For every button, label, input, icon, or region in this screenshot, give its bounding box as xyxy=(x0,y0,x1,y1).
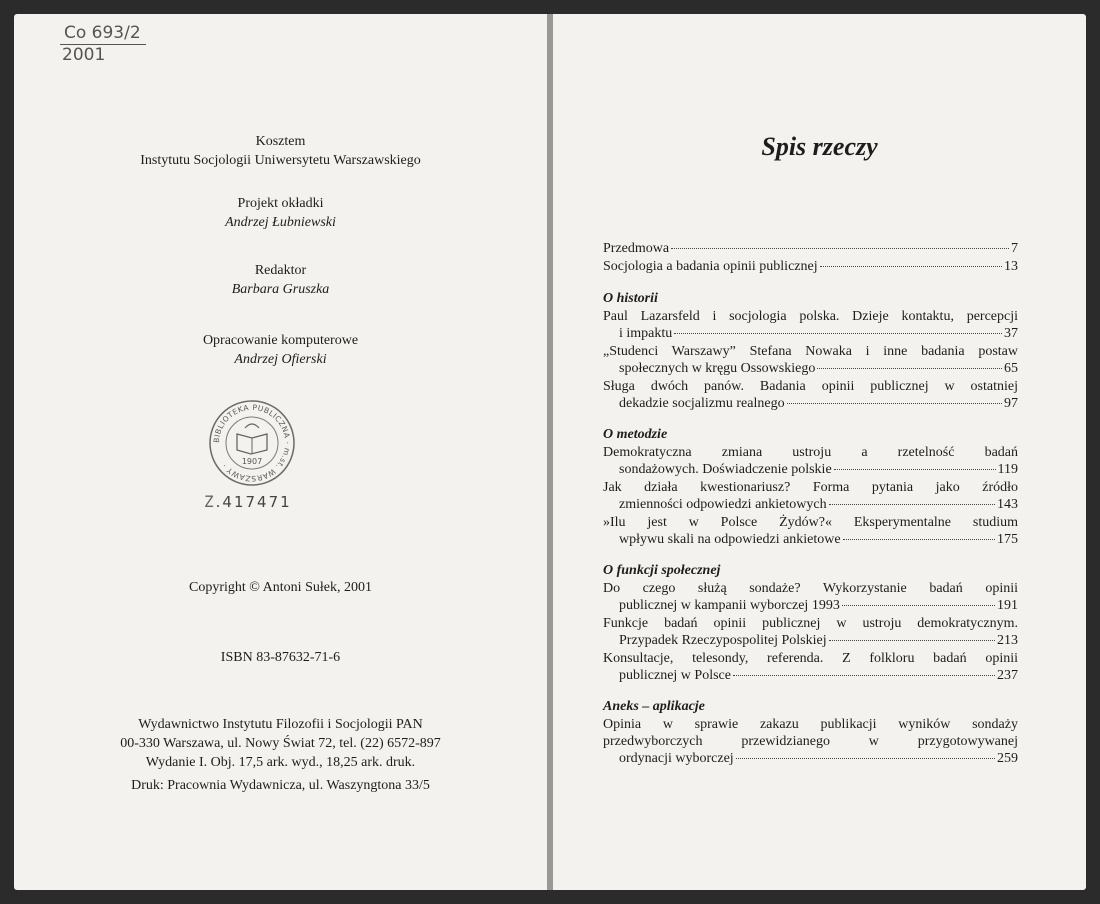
toc-leader-dots xyxy=(671,248,1009,249)
toc-entry-line: Opinia w sprawie zakazu publikacji wyników sondaży xyxy=(603,717,1018,732)
toc-section xyxy=(603,426,1018,548)
toc-leader-dots xyxy=(829,504,995,505)
funding-line: Kosztem xyxy=(255,134,306,149)
toc-entry xyxy=(603,444,1018,478)
toc-section-title: O historii xyxy=(603,291,658,306)
toc-entry-text: i impaktu xyxy=(619,326,673,341)
toc-entry-text: ordynacji wyborczej xyxy=(619,751,734,766)
toc-page-number: 13 xyxy=(1004,259,1018,274)
toc-entry-last-line xyxy=(603,360,1018,377)
toc-entry-text: publicznej w Polsce xyxy=(619,668,731,683)
printer: Druk: Pracownia Wydawnicza, ul. Waszyngtona 33/5 xyxy=(131,778,430,793)
publisher-name: Wydawnictwo Instytutu Filozofii i Socjologii PAN xyxy=(138,717,423,732)
toc-entry-last-line xyxy=(603,240,1018,257)
inventory-number xyxy=(204,492,292,511)
toc-entry xyxy=(603,716,1018,767)
toc-page-number: 7 xyxy=(1011,241,1018,256)
toc-entry-last-line xyxy=(603,325,1018,342)
toc-entry-line: Funkcje badań opinii publicznej w ustroju demokratycznym. xyxy=(603,616,1018,631)
typesetter-name: Andrzej Ofierski xyxy=(234,352,327,367)
toc-entry-text: Socjologia a badania opinii publicznej xyxy=(603,259,818,274)
toc-sections xyxy=(603,290,1018,781)
typesetting-block xyxy=(14,331,547,369)
toc-entry-line: Konsultacje, telesondy, referenda. Z folkloru badań opinii xyxy=(603,651,1018,666)
toc-entry-text: Przedmowa xyxy=(603,241,670,256)
toc-section xyxy=(603,562,1018,684)
toc-page-number: 259 xyxy=(997,751,1018,766)
toc-entry xyxy=(603,650,1018,684)
toc-entry xyxy=(603,479,1018,513)
toc-entry-last-line xyxy=(603,258,1018,275)
toc-leader-dots xyxy=(829,640,995,641)
toc-entry xyxy=(603,258,1018,275)
toc-page-number: 37 xyxy=(1004,326,1018,341)
toc-page-number: 237 xyxy=(997,668,1018,683)
toc-page-number: 213 xyxy=(997,633,1018,648)
toc-entry-line: Sługa dwóch panów. Badania opinii publicznej w ostatniej xyxy=(603,379,1018,394)
toc-entry-text: Przypadek Rzeczypospolitej Polskiej xyxy=(619,633,827,648)
toc-section-title: Aneks – aplikacje xyxy=(603,699,705,714)
toc-entry-line: Jak działa kwestionariusz? Forma pytania jako źródło xyxy=(603,480,1018,495)
copyright: Copyright © Antoni Sułek, 2001 xyxy=(189,580,372,595)
toc-page-number: 119 xyxy=(997,462,1018,477)
isbn: ISBN 83-87632-71-6 xyxy=(220,650,341,665)
toc-entry-line: przedwyborczych przewidzianego w przygotowywanej xyxy=(603,734,1018,749)
toc-entry xyxy=(603,308,1018,342)
toc-section-title: O funkcji społecznej xyxy=(603,563,721,578)
toc-leader-dots xyxy=(733,675,995,676)
handwritten-signature-top: Co 693/2 xyxy=(64,23,141,43)
toc-entry-last-line xyxy=(603,597,1018,614)
toc-entry-last-line xyxy=(603,632,1018,649)
toc-entry-line: »Ilu jest w Polsce Żydów?« Eksperymentalne studium xyxy=(603,515,1018,530)
stamp-ring-text: BIBLIOTEKA PUBLICZNA · m.st. WARSZAWY · xyxy=(211,402,293,484)
toc-entry xyxy=(603,378,1018,412)
toc-intro xyxy=(603,240,1018,276)
cover-design-block xyxy=(14,194,547,232)
right-page xyxy=(553,14,1086,890)
toc-entry-last-line xyxy=(603,461,1018,478)
toc-section xyxy=(603,698,1018,767)
toc-entry-last-line xyxy=(603,496,1018,513)
inventory-prefix: Z xyxy=(204,492,216,511)
toc-leader-dots xyxy=(820,266,1002,267)
editor-label: Redaktor xyxy=(254,263,307,278)
toc-entry-line: Do czego służą sondaże? Wykorzystanie badań opinii xyxy=(603,581,1018,596)
stamp-year: 1907 xyxy=(241,457,263,466)
editor-name: Barbara Gruszka xyxy=(231,282,330,297)
toc-leader-dots xyxy=(674,333,1002,334)
toc-entry-last-line xyxy=(603,750,1018,767)
cover-designer: Andrzej Łubniewski xyxy=(225,215,336,230)
toc-entry-line: „Studenci Warszawy” Stefana Nowaka i inne badania postaw xyxy=(603,344,1018,359)
toc-page-number: 143 xyxy=(997,497,1018,512)
library-stamp-icon xyxy=(207,398,297,488)
toc-entry xyxy=(603,343,1018,377)
toc-entry-last-line xyxy=(603,395,1018,412)
toc-leader-dots xyxy=(834,469,996,470)
toc-entry-text: dekadzie socjalizmu realnego xyxy=(619,396,785,411)
toc-leader-dots xyxy=(843,539,995,540)
cover-label: Projekt okładki xyxy=(237,196,324,211)
toc-leader-dots xyxy=(842,605,995,606)
edition-info: Wydanie I. Obj. 17,5 ark. wyd., 18,25 ark. druk. xyxy=(145,755,416,770)
toc-entry xyxy=(603,615,1018,649)
publisher-address: 00-330 Warszawa, ul. Nowy Świat 72, tel. (22) 6572-897 xyxy=(120,736,441,751)
toc-entry-text: publicznej w kampanii wyborczej 1993 xyxy=(619,598,840,613)
toc-entry xyxy=(603,240,1018,257)
toc-entry xyxy=(603,514,1018,548)
toc-entry-line: Demokratyczna zmiana ustroju a rzetelność badań xyxy=(603,445,1018,460)
toc-title: Spis rzeczy xyxy=(761,132,878,161)
toc-entry-last-line xyxy=(603,667,1018,684)
toc-leader-dots xyxy=(817,368,1002,369)
inventory-digits: .417471 xyxy=(215,493,292,511)
toc-entry-last-line xyxy=(603,531,1018,548)
toc-entry-text: sondażowych. Doświadczenie polskie xyxy=(619,462,832,477)
handwritten-signature-year: 2001 xyxy=(62,45,106,65)
toc-entry-text: wpływu skali na odpowiedzi ankietowe xyxy=(619,532,841,547)
left-page xyxy=(14,14,547,890)
toc-section xyxy=(603,290,1018,412)
toc-entry-text: społecznych w kręgu Ossowskiego xyxy=(619,361,816,376)
toc-page-number: 65 xyxy=(1004,361,1018,376)
toc-page-number: 97 xyxy=(1004,396,1018,411)
toc-entry-line: Paul Lazarsfeld i socjologia polska. Dzieje kontaktu, percepcji xyxy=(603,309,1018,324)
typesetting-label: Opracowanie komputerowe xyxy=(202,333,359,348)
toc-leader-dots xyxy=(787,403,1002,404)
toc-page-number: 191 xyxy=(997,598,1018,613)
toc-page-number: 175 xyxy=(997,532,1018,547)
funding-institution: Instytutu Socjologii Uniwersytetu Warszawskiego xyxy=(140,153,421,168)
editor-block xyxy=(14,261,547,299)
toc-entry-text: zmienności odpowiedzi ankietowych xyxy=(619,497,827,512)
publisher-block xyxy=(14,715,547,772)
toc-section-title: O metodzie xyxy=(603,427,668,442)
funding-block xyxy=(14,132,547,170)
toc-leader-dots xyxy=(736,758,995,759)
toc-entry xyxy=(603,580,1018,614)
